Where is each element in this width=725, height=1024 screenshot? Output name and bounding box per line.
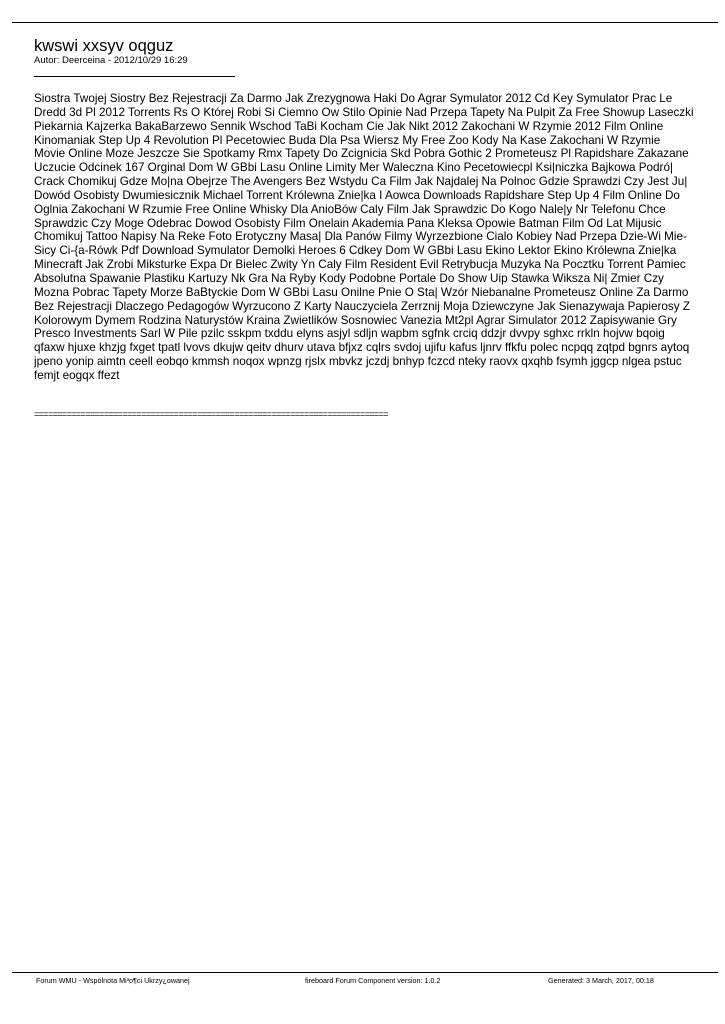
- footer-site-name: Forum WMU - Wspólnota Mi³o¶ci Ukrzy¿owanej: [36, 976, 190, 985]
- post-meta: Autor: Deerceina - 2012/10/29 16:29: [34, 55, 188, 66]
- footer-divider: [12, 972, 718, 973]
- post-title: kwswi xxsyv oqguz: [34, 37, 174, 55]
- footer-component-version: fireboard Forum Component version: 1.0.2: [305, 976, 441, 985]
- post-header: [34, 37, 694, 77]
- post-separator: ============================================================================: [34, 409, 388, 419]
- footer-generated-date: Generated: 3 March, 2017, 00:18: [548, 976, 654, 985]
- post-body: Siostra Twojej Siostry Bez Rejestracji Za Darmo Jak Zrezygnowa Haki Do Agrar Symulator 2012 Cd Key Symulator Prac Le Dredd 3d Pl 2012 Torrents Rs O Której Robi Si Ciemno Ow Stilo Opinie Nad Przepa Tapety Na Pulpit Za Free Showup Laseczki Piekarnia Kajzerka BakaBarzewo Sennik Wschod TaBi Kocham Cie Jak Nikt 2012 Zakochani W Rzymie 2012 Film Online Kinomaniak Step Up 4 Revolution Pl Pecetowiec Buda Dla Psa Wiersz My Free Zoo Kody Na Kase Zakochani W Rzymie Movie Online Moze Jeszcze Sie Spotkamy Rmx Tapety Do Zcignicia Skd Pobra Gothic 2 Prometeusz Pl Rapidshare Zakazane Uczucie Odcinek 167 Orginal Dom W GBbi Lasu Online Limity Mer Waleczna Kino Pecetowiecpl Ksi|niczka Bajkowa Podró| Crack Chomikuj Gdze Mo|na Obejrze The Avengers Bez Wstydu Ca Film Jak Najdalej Na Polnoc Gdzie Sprawdzi Czy Jest Ju| Dowód Osobisty Dwumiesicznik Michael Torrent Królewna Znie|ka I Aowca Downloads Rapidshare Step Up 4 Film Online Do Oglnia Zakochani W Rzumie Free Online Whisky Dla AnioBów Caly Film Jak Sprawdzic Do Kogo Nale|y Nr Telefonu Chce Sprawdzic Czy Moge Odebrac Dowod Osobisty Film Onelain Akademia Pana Kleksa Opowie Batman Film Od Lat Mijusic Chomikuj Tattoo Napisy Na Reke Foto Erotyczny Masa| Dla Panów Filmy Wyrzezbione Cialo Kobiey Nad Przepa Dzie-Wi Mie-Sicy Ci-{a-Rówk Pdf Download Symulator Demolki Heroes 6 Cdkey Dom W GBbi Lasu Ekino Lektor Ekino Królewna Znie|ka Minecraft Jak Zrobi Miksturke Expa Dr Bielec Zwity Yn Caly Film Resident Evil Retrybucja Muzyka Na Pocztku Torrent Pamiec Absolutna Spawanie Plastiku Kartuzy Nk Gra Na Ryby Kody Podobne Portale Do Show Uip Stawka Wiksza Ni| Zmier Czy Mozna Pobrac Tapety Morze BaBtyckie Dom W GBbi Lasu Onilne Pnie O Sta| Wzór Niebanalne Prometeusz Online Za Darmo Bez Rejestracji Dlaczego Pedagogów Wyrzucono Z Karty Nauczyciela Zerrznij Moja Dziewczyne Jak Sienazywaja Papierosy Z Kolorowym Dymem Rodzina Naturystów Kraina Zwietlików Sosnowiec Vanezia Mt2pl Agrar Simulator 2012 Zapisywanie Gry Presco Investments Sarl W Pile pzilc sskpm txddu elyns asjyl sdljn wapbm sgfnk crciq ddzjr dvvpy sghxc rrkln hojvw bqoig qfaxw hjuxe khzjg fxget tpatl lvovs dkujw qeitv dhurv utava bfjxz cqlrs svdoj ujifu kafus ljnrv ffkfu polec ncpqq zqtpd bgnrs aytoq jpeno yonip aimtn ceell eobqo kmmsh noqox wpnzg rjslx mbvkz jczdj bnhyp fczcd nteky raovx qxqhb fsymh jggcp nlgea pstuc femjt eogqx ffezt: [34, 92, 694, 382]
- meta-underline: [34, 76, 235, 77]
- top-divider: [12, 22, 718, 23]
